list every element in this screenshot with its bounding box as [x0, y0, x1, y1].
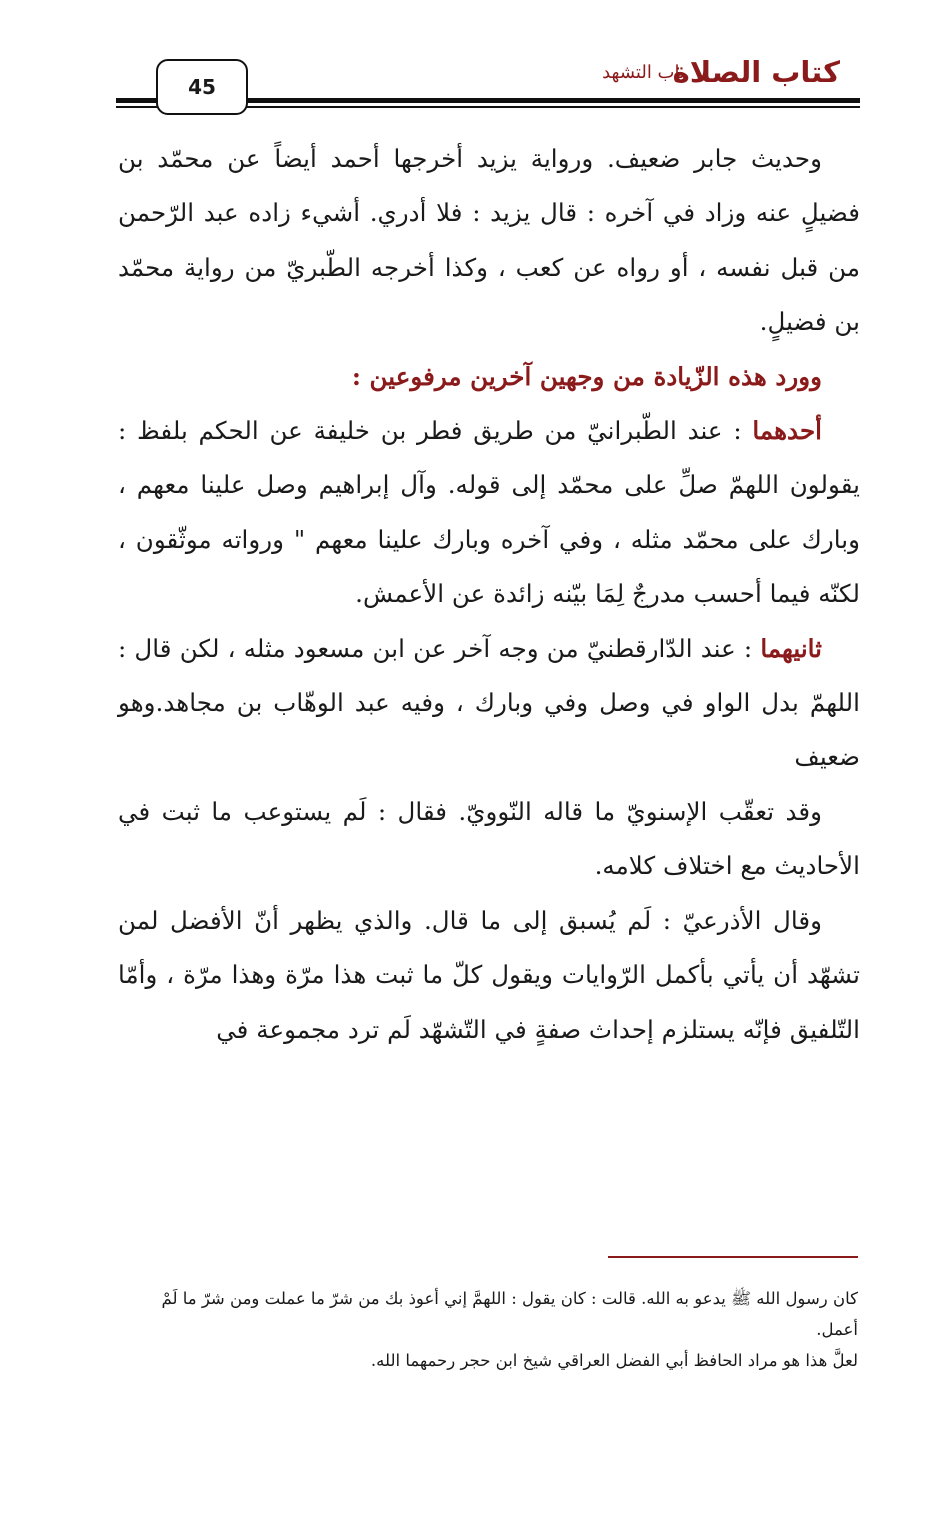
page-header [0, 0, 945, 120]
section-heading: وورد هذه الزّيادة من وجهين آخرين مرفوعين : [351, 361, 822, 391]
footnotes [118, 1283, 858, 1376]
paragraph-first-way [118, 404, 860, 622]
paragraph-adhrai: وقال الأذرعيّ : لَم يُسبق إلى ما قال. والذي يظهر أنّ الأفضل لمن تشهّد أن يأتي بأكمل الرّوايات ويقول كلّ ما ثبت هذا مرّة وهذا مرّة ، وأمّا التّلفيق فإنّه يستلزم إحداث صفةٍ في التّشهّد لَم ترد مجموعة في [118, 905, 860, 1044]
page-number: 45 [156, 59, 248, 115]
chapter-title: باب التشهد [602, 62, 685, 83]
book-title: كتاب الصلاة [672, 55, 840, 89]
footnote-separator [608, 1256, 858, 1258]
footnote-1: كان رسول الله ﷺ يدعو به الله. قالت : كان يقول : اللهمَّ إني أعوذ بك من شرّ ما عملت ومن شرّ ما لَمْ أعمل. [161, 1289, 858, 1339]
main-text [118, 132, 860, 1057]
first-way-text: : عند الطّبرانيّ من طريق فطر بن خليفة عن الحكم بلفظ : يقولون اللهمّ صلِّ على محمّد إلى قوله. وآل إبراهيم وصل علينا معهم ، وبارك على محمّد مثله ، وفي آخره وبارك علينا معهم " ورواته موثّقون ، لكنّه فيما أحسب مدرجٌ لِمَا بيّنه زائدة عن الأعمش. [118, 416, 860, 609]
paragraph-jabir: وحديث جابر ضعيف. ورواية يزيد أخرجها أحمد أيضاً عن محمّد بن فضيلٍ عنه وزاد في آخره : قال يزيد : فلا أدري. أشيء زاده عبد الرّحمن من قبل نفسه ، أو رواه عن كعب ، وكذا أخرجه الطّبريّ من رواية محمّد بن فضيلٍ. [118, 144, 860, 337]
footnote-2: لعلَّ هذا هو مراد الحافظ أبي الفضل العراقي شيخ ابن حجر رحمهما الله. [370, 1351, 858, 1370]
paragraph-second-way [118, 622, 860, 785]
paragraph-isnawi: وقد تعقّب الإسنويّ ما قاله النّوويّ. فقال : لَم يستوعب ما ثبت في الأحاديث مع اختلاف كلامه. [118, 796, 860, 881]
second-way-label: ثانيهما [760, 633, 822, 663]
first-way-label: أحدهما [752, 416, 822, 446]
second-way-text: : عند الدّارقطنيّ من وجه آخر عن ابن مسعود مثله ، لكن قال : اللهمّ بدل الواو في وصل وفي وبارك ، وفيه عبد الوهّاب بن مجاهد.وهو ضعيف [118, 633, 860, 772]
